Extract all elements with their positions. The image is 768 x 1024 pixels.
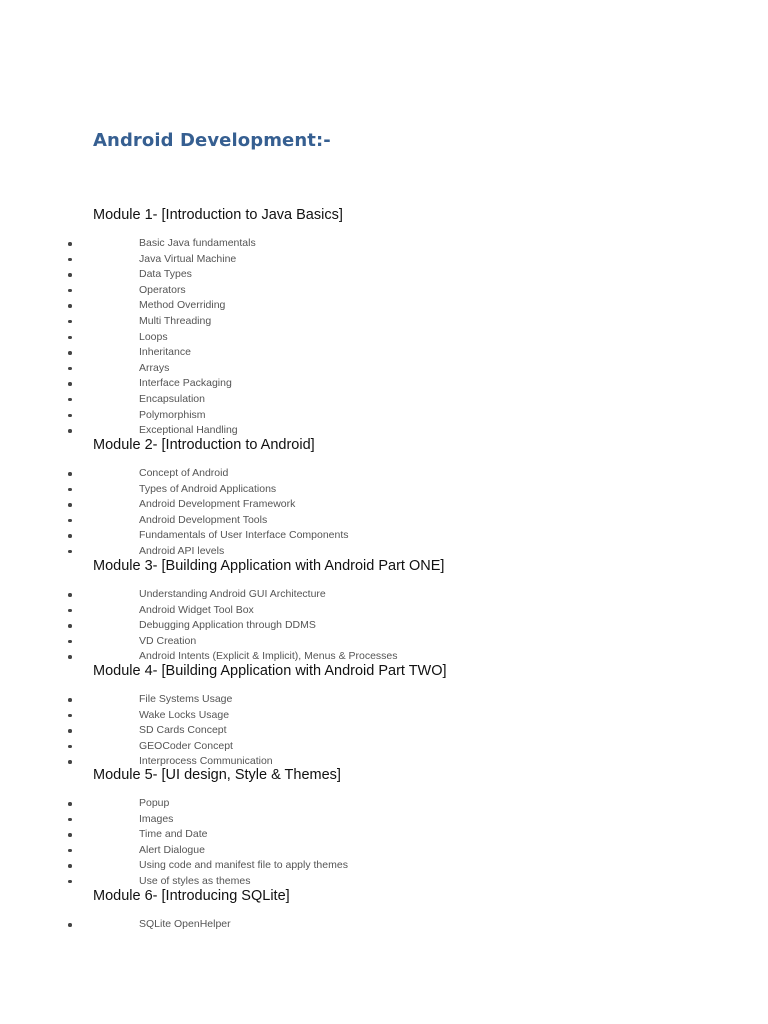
list-item-text: SD Cards Concept (139, 724, 227, 737)
list-item-text: File Systems Usage (139, 693, 233, 705)
bullet-icon (68, 745, 72, 749)
bullet-icon (68, 472, 72, 476)
list-item-text: Loops (139, 330, 168, 343)
bullet-icon (68, 367, 72, 371)
list-item-text: Android Intents (Explicit & Implicit), Menus & Processes (139, 650, 398, 663)
list-item-text: Polymorphism (139, 408, 206, 421)
bullet-icon (68, 382, 72, 386)
list-item-text: Alert Dialogue (139, 843, 205, 856)
list-item-text: Debugging Application through DDMS (139, 619, 316, 632)
list-item-text: Interprocess Communication (139, 755, 273, 768)
bullet-icon (68, 923, 72, 927)
bullet-icon (68, 429, 72, 433)
list-item-text: Use of styles as themes (139, 874, 251, 887)
bullet-icon (68, 655, 72, 659)
bullet-icon (68, 833, 72, 837)
module-2-heading: Module 2- [Introduction to Android] (93, 437, 315, 453)
list-item-text: Time and Date (139, 828, 208, 841)
bullet-icon (68, 351, 72, 355)
list-item-text: Encapsulation (139, 392, 205, 405)
bullet-icon (68, 880, 72, 884)
bullet-icon (68, 640, 72, 644)
list-item-text: Images (139, 812, 174, 825)
bullet-icon (68, 864, 72, 868)
bullet-icon (68, 336, 72, 340)
bullet-icon (68, 503, 72, 507)
list-item-text: Popup (139, 797, 170, 809)
bullet-icon (68, 714, 72, 718)
bullet-icon (68, 273, 72, 277)
list-item-text: Android Development Tools (139, 513, 268, 526)
bullet-icon (68, 414, 72, 418)
list-item-text: Method Overriding (139, 299, 226, 312)
bullet-icon (68, 550, 72, 554)
list-item-text: Exceptional Handling (139, 424, 238, 437)
list-item-text: Using code and manifest file to apply themes (139, 859, 348, 872)
bullet-icon (68, 698, 72, 702)
bullet-icon (68, 304, 72, 308)
list-item-text: Android API levels (139, 544, 225, 557)
list-item-text: Multi Threading (139, 314, 212, 327)
list-item-text: Android Development Framework (139, 498, 296, 511)
bullet-icon (68, 802, 72, 806)
bullet-icon (68, 519, 72, 523)
bullet-icon (68, 849, 72, 853)
list-item-text: SQLite OpenHelper (139, 918, 231, 930)
bullet-icon (68, 760, 72, 764)
module-5-heading: Module 5- [UI design, Style & Themes] (93, 767, 341, 783)
bullet-icon (68, 488, 72, 492)
module-4-heading: Module 4- [Building Application with Android Part TWO] (93, 663, 447, 679)
list-item-text: Java Virtual Machine (139, 252, 237, 265)
bullet-icon (68, 593, 72, 597)
bullet-icon (68, 729, 72, 733)
module-3-heading: Module 3- [Building Application with Android Part ONE] (93, 558, 445, 574)
list-item-text: Basic Java fundamentals (139, 237, 256, 249)
bullet-icon (68, 534, 72, 538)
bullet-icon (68, 320, 72, 324)
document-title: Android Development:- (93, 130, 331, 151)
list-item-text: Android Widget Tool Box (139, 603, 254, 616)
bullet-icon (68, 289, 72, 293)
list-item-text: Data Types (139, 268, 192, 281)
list-item-text: Concept of Android (139, 467, 229, 479)
bullet-icon (68, 818, 72, 822)
list-item-text: Interface Packaging (139, 377, 232, 390)
list-item-text: GEOCoder Concept (139, 739, 233, 752)
bullet-icon (68, 398, 72, 402)
module-6-heading: Module 6- [Introducing SQLite] (93, 888, 290, 904)
bullet-icon (68, 242, 72, 246)
list-item-text: Inheritance (139, 346, 191, 359)
bullet-icon (68, 624, 72, 628)
list-item-text: Wake Locks Usage (139, 708, 230, 721)
bullet-icon (68, 609, 72, 613)
list-item-text: VD Creation (139, 634, 197, 647)
module-1-heading: Module 1- [Introduction to Java Basics] (93, 207, 343, 223)
list-item-text: Types of Android Applications (139, 482, 277, 495)
list-item-text: Fundamentals of User Interface Components (139, 529, 349, 542)
bullet-icon (68, 258, 72, 262)
list-item-text: Arrays (139, 361, 170, 374)
list-item-text: Understanding Android GUI Architecture (139, 588, 326, 600)
list-item-text: Operators (139, 283, 186, 296)
